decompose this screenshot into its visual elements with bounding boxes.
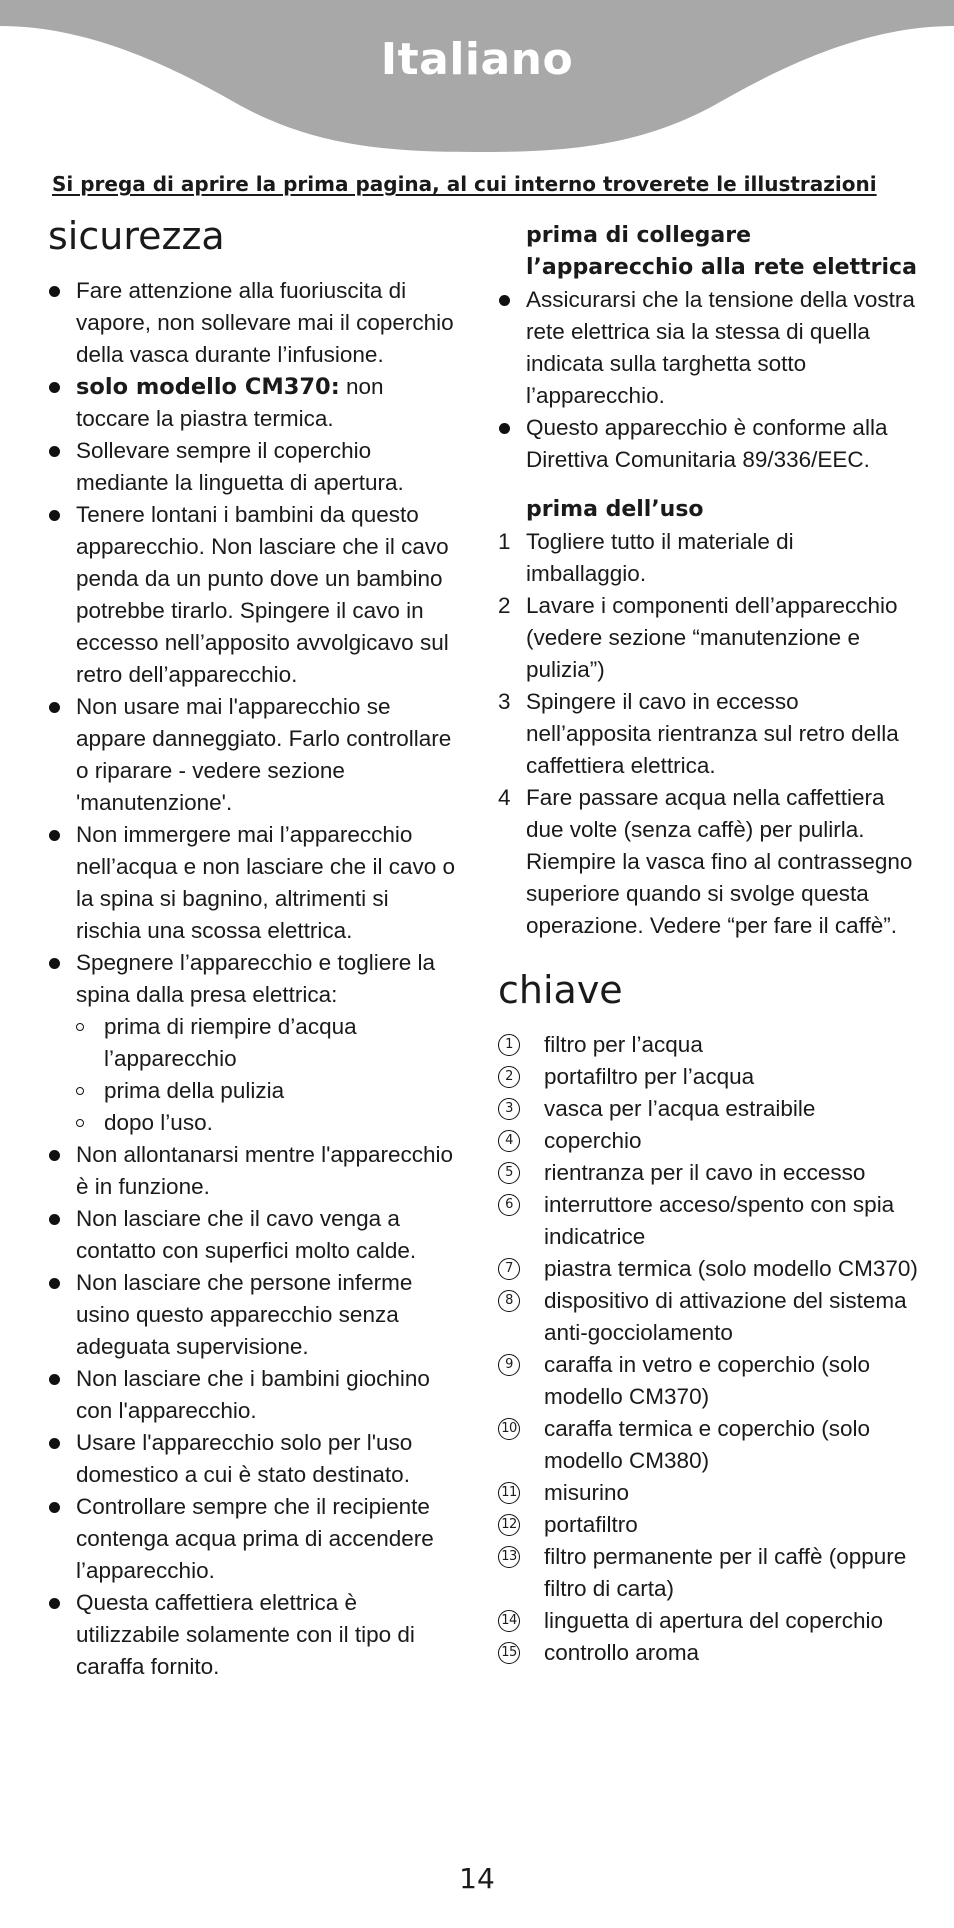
circled-number-icon: 15 <box>498 1642 520 1664</box>
connect-list <box>498 284 918 476</box>
step-item: 3 Spingere il cavo in eccesso nell’apposita rientranza sul retro della caffettiera elettrica. <box>498 686 918 782</box>
safety-title: sicurezza <box>48 214 225 258</box>
list-item: Questo apparecchio è conforme alla Direttiva Comunitaria 89/336/EEC. <box>498 412 918 476</box>
spacer <box>498 942 918 966</box>
bullet-icon <box>49 702 60 713</box>
circled-number-icon: 1 <box>498 1034 520 1056</box>
circled-number-icon: 4 <box>498 1130 520 1152</box>
key-item: 14 linguetta di apertura del coperchio <box>498 1605 918 1637</box>
list-item: Non allontanarsi mentre l'apparecchio è in funzione. <box>48 1139 458 1203</box>
bullet-icon <box>49 1438 60 1449</box>
bullet-icon <box>49 446 60 457</box>
circle-bullet-icon <box>76 1023 84 1031</box>
circled-number-icon: 8 <box>498 1290 520 1312</box>
bullet-icon <box>499 295 510 306</box>
circle-bullet-icon <box>76 1119 84 1127</box>
model-note: solo modello CM370: <box>76 374 340 401</box>
bullet-icon <box>49 1150 60 1161</box>
circled-number-icon: 2 <box>498 1066 520 1088</box>
list-item: Tenere lontani i bambini da questo apparecchio. Non lasciare che il cavo penda da un punto dove un bambino potrebbe tirarlo. Spingere il cavo in eccesso nell’apposito avvolgicavo sul retro dell’apparecchio. <box>48 499 458 691</box>
list-item: Fare attenzione alla fuoriuscita di vapore, non sollevare mai il coperchio della vasca durante l’infusione. <box>48 275 458 371</box>
bullet-icon <box>499 423 510 434</box>
spacer <box>498 476 918 494</box>
key-item: 4 coperchio <box>498 1125 918 1157</box>
step-item: 2 Lavare i componenti dell’apparecchio (vedere sezione “manutenzione e pulizia”) <box>498 590 918 686</box>
sub-list-item: dopo l’uso. <box>48 1107 458 1139</box>
key-item: 1 filtro per l’acqua <box>498 1029 918 1061</box>
list-item: Usare l'apparecchio solo per l'uso domestico a cui è stato destinato. <box>48 1427 458 1491</box>
list-item: Assicurarsi che la tensione della vostra rete elettrica sia la stessa di quella indicata sulla targhetta sotto l’apparecchio. <box>498 284 918 412</box>
language-title: Italiano <box>380 34 574 85</box>
setup-column <box>498 220 918 1669</box>
safety-list <box>48 275 458 1683</box>
connect-heading: prima di collegare l’apparecchio alla rete elettrica <box>526 223 917 280</box>
circled-number-icon: 7 <box>498 1258 520 1280</box>
key-item: 8 dispositivo di attivazione del sistema anti-gocciolamento <box>498 1285 918 1349</box>
instruction-subtitle: Si prega di aprire la prima pagina, al cui interno troverete le illustrazioni <box>52 172 877 196</box>
bullet-icon <box>49 1598 60 1609</box>
step-number: 2 <box>498 593 511 618</box>
step-item: 4 Fare passare acqua nella caffettiera due volte (senza caffè) per pulirla. Riempire la vasca fino al contrassegno superiore quando si svolge questa operazione. Vedere “per fare il caffè”. <box>498 782 918 942</box>
list-item: Non immergere mai l’apparecchio nell’acqua e non lasciare che il cavo o la spina si bagnino, altrimenti si rischia una scossa elettrica. <box>48 819 458 947</box>
list-item: Non lasciare che il cavo venga a contatto con superfici molto calde. <box>48 1203 458 1267</box>
bullet-icon <box>49 958 60 969</box>
page-number: 14 <box>459 1862 495 1895</box>
step-number: 1 <box>498 529 511 554</box>
key-title: chiave <box>498 968 623 1012</box>
circled-number-icon: 3 <box>498 1098 520 1120</box>
bullet-icon <box>49 830 60 841</box>
list-item: Controllare sempre che il recipiente contenga acqua prima di accendere l’apparecchio. <box>48 1491 458 1587</box>
key-item: 7 piastra termica (solo modello CM370) <box>498 1253 918 1285</box>
circled-number-icon: 12 <box>498 1514 520 1536</box>
step-item: 1 Togliere tutto il materiale di imballaggio. <box>498 526 918 590</box>
bullet-icon <box>49 1278 60 1289</box>
list-item: Non usare mai l'apparecchio se appare danneggiato. Farlo controllare o riparare - vedere sezione 'manutenzione'. <box>48 691 458 819</box>
key-item: 3 vasca per l’acqua estraibile <box>498 1093 918 1125</box>
before-use-heading: prima dell’uso <box>526 497 704 522</box>
key-item: 11 misurino <box>498 1477 918 1509</box>
bullet-icon <box>49 382 60 393</box>
key-item: 9 caraffa in vetro e coperchio (solo modello CM370) <box>498 1349 918 1413</box>
circled-number-icon: 10 <box>498 1418 520 1440</box>
safety-column <box>48 212 458 1683</box>
list-item: Sollevare sempre il coperchio mediante la linguetta di apertura. <box>48 435 458 499</box>
key-item: 10 caraffa termica e coperchio (solo modello CM380) <box>498 1413 918 1477</box>
key-item: 6 interruttore acceso/spento con spia indicatrice <box>498 1189 918 1253</box>
circle-bullet-icon <box>76 1087 84 1095</box>
step-number: 3 <box>498 689 511 714</box>
bullet-icon <box>49 1374 60 1385</box>
key-item: 12 portafiltro <box>498 1509 918 1541</box>
parts-key-list <box>498 1029 918 1669</box>
key-item: 2 portafiltro per l’acqua <box>498 1061 918 1093</box>
bullet-icon <box>49 510 60 521</box>
circled-number-icon: 9 <box>498 1354 520 1376</box>
before-use-steps <box>498 526 918 942</box>
bullet-icon <box>49 1214 60 1225</box>
circled-number-icon: 5 <box>498 1162 520 1184</box>
key-item: 15 controllo aroma <box>498 1637 918 1669</box>
bullet-icon <box>49 286 60 297</box>
circled-number-icon: 13 <box>498 1546 520 1568</box>
circled-number-icon: 6 <box>498 1194 520 1216</box>
list-item: Questa caffettiera elettrica è utilizzabile solamente con il tipo di caraffa fornito. <box>48 1587 458 1683</box>
sub-list-item: prima di riempire d’acqua l’apparecchio <box>48 1011 458 1075</box>
key-item: 13 filtro permanente per il caffè (oppure filtro di carta) <box>498 1541 918 1605</box>
bullet-icon <box>49 1502 60 1513</box>
step-number: 4 <box>498 785 511 810</box>
circled-number-icon: 11 <box>498 1482 520 1504</box>
list-item: Non lasciare che persone inferme usino questo apparecchio senza adeguata supervisione. <box>48 1267 458 1363</box>
list-item: Non lasciare che i bambini giochino con l'apparecchio. <box>48 1363 458 1427</box>
circled-number-icon: 14 <box>498 1610 520 1632</box>
list-item: Spegnere l’apparecchio e togliere la spina dalla presa elettrica: <box>48 947 458 1011</box>
sub-list-item: prima della pulizia <box>48 1075 458 1107</box>
key-item: 5 rientranza per il cavo in eccesso <box>498 1157 918 1189</box>
list-item: solo modello CM370: non toccare la piastra termica. <box>48 371 458 435</box>
